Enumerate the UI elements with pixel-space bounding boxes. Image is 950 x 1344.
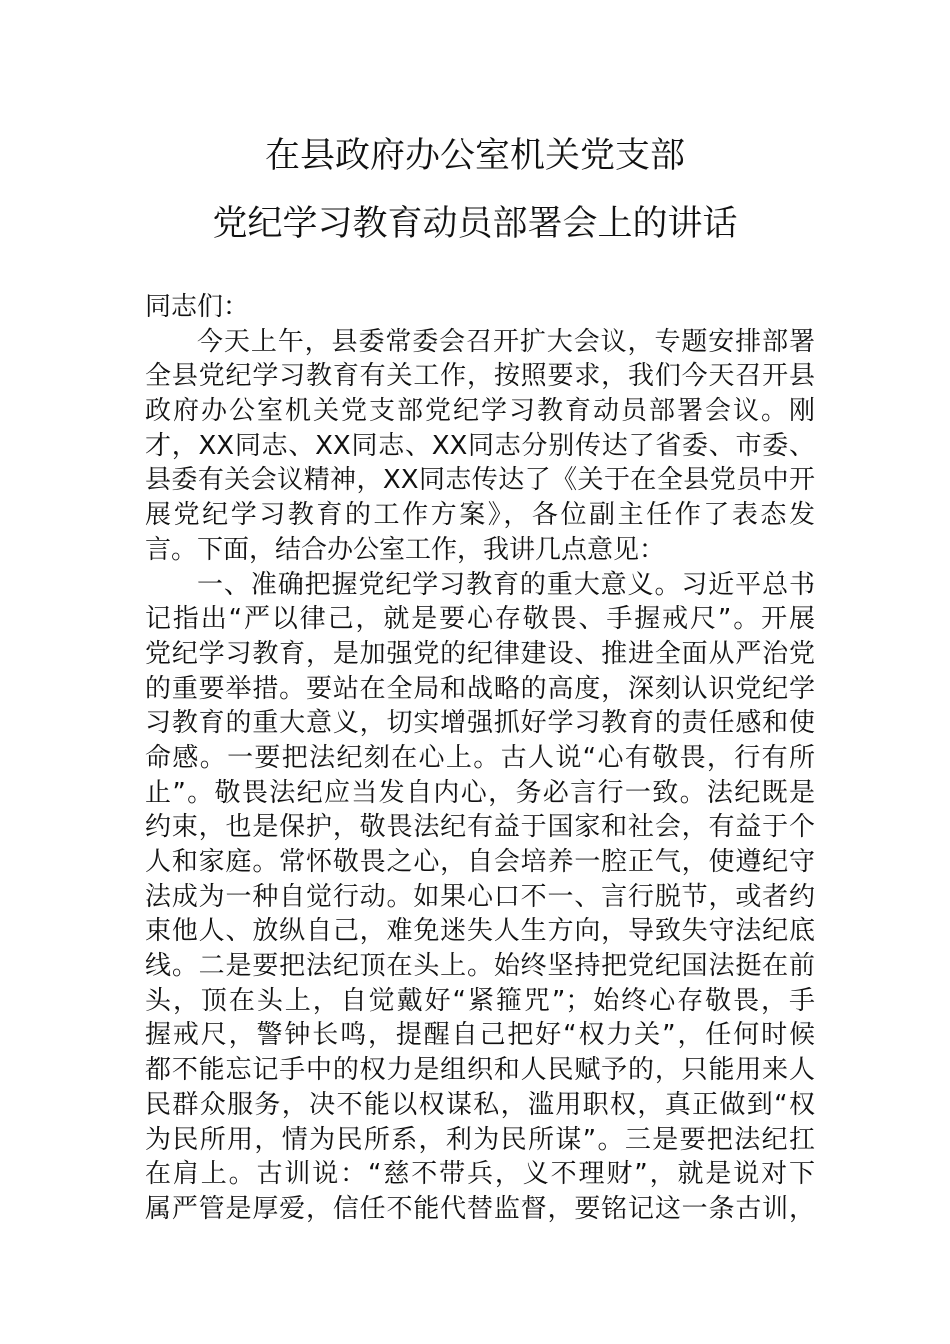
body-line: 束他人、放纵自己，难免迷失人生方向，导致失守法纪底	[145, 916, 815, 947]
body-line: 线。二是要把法纪顶在头上。始终坚持把党纪国法挺在前	[145, 951, 815, 982]
body-line: 属严管是厚爱，信任不能代替监督，要铭记这一条古训，	[145, 1193, 815, 1224]
body-line: 都不能忘记手中的权力是组织和人民赋予的，只能用来人	[145, 1055, 815, 1086]
body-line: 命感。一要把法纪刻在心上。古人说“心有敬畏，行有所	[145, 742, 815, 773]
body-line: 才，XX同志、XX同志、XX同志分别传达了省委、市委、	[145, 430, 815, 461]
body-line: 县委有关会议精神，XX同志传达了《关于在全县党员中开	[145, 465, 815, 496]
body-line: 为民所用，情为民所系，利为民所谋”。三是要把法纪扛	[145, 1124, 815, 1155]
body-line: 一、准确把握党纪学习教育的重大意义。习近平总书	[197, 569, 815, 600]
body-line: 人和家庭。常怀敬畏之心，自会培养一腔正气，使遵纪守	[145, 847, 815, 877]
body-line: 今天上午，县委常委会召开扩大会议，专题安排部署	[197, 326, 815, 357]
document-title-line-1: 在县政府办公室机关党支部	[264, 136, 685, 176]
body-line: 在肩上。古训说：“慈不带兵，义不理财”，就是说对下	[145, 1159, 815, 1190]
body-line: 党纪学习教育，是加强党的纪律建设、推进全面从严治党	[145, 638, 815, 669]
body-line: 记指出“严以律己，就是要心存敬畏、手握戒尺”。开展	[145, 604, 815, 635]
salutation: 同志们：	[145, 292, 250, 322]
body-line: 全县党纪学习教育有关工作，按照要求，我们今天召开县	[145, 361, 815, 392]
body-line: 握戒尺，警钟长鸣，提醒自己把好“权力关”，任何时候	[145, 1020, 815, 1051]
document-body	[145, 290, 815, 1227]
body-line: 约束，也是保护，敬畏法纪有益于国家和社会，有益于个	[145, 812, 815, 843]
body-line: 言。下面，结合办公室工作，我讲几点意见：	[145, 534, 666, 565]
body-line: 头，顶在头上，自觉戴好“紧箍咒”；始终心存敬畏，手	[145, 985, 815, 1016]
body-line: 止”。敬畏法纪应当发自内心，务必言行一致。法纪既是	[145, 777, 815, 808]
body-line: 展党纪学习教育的工作方案》，各位副主任作了表态发	[145, 500, 815, 531]
body-line: 民群众服务，决不能以权谋私，滥用职权，真正做到“权	[145, 1089, 815, 1120]
body-line: 政府办公室机关党支部党纪学习教育动员部署会议。刚	[145, 396, 815, 427]
body-line: 习教育的重大意义，切实增强抓好学习教育的责任感和使	[145, 708, 815, 739]
body-line: 法成为一种自觉行动。如果心口不一、言行脱节，或者约	[145, 881, 815, 912]
body-line: 的重要举措。要站在全局和战略的高度，深刻认识党纪学	[145, 673, 815, 704]
document-title-line-2: 党纪学习教育动员部署会上的讲话	[212, 204, 738, 244]
